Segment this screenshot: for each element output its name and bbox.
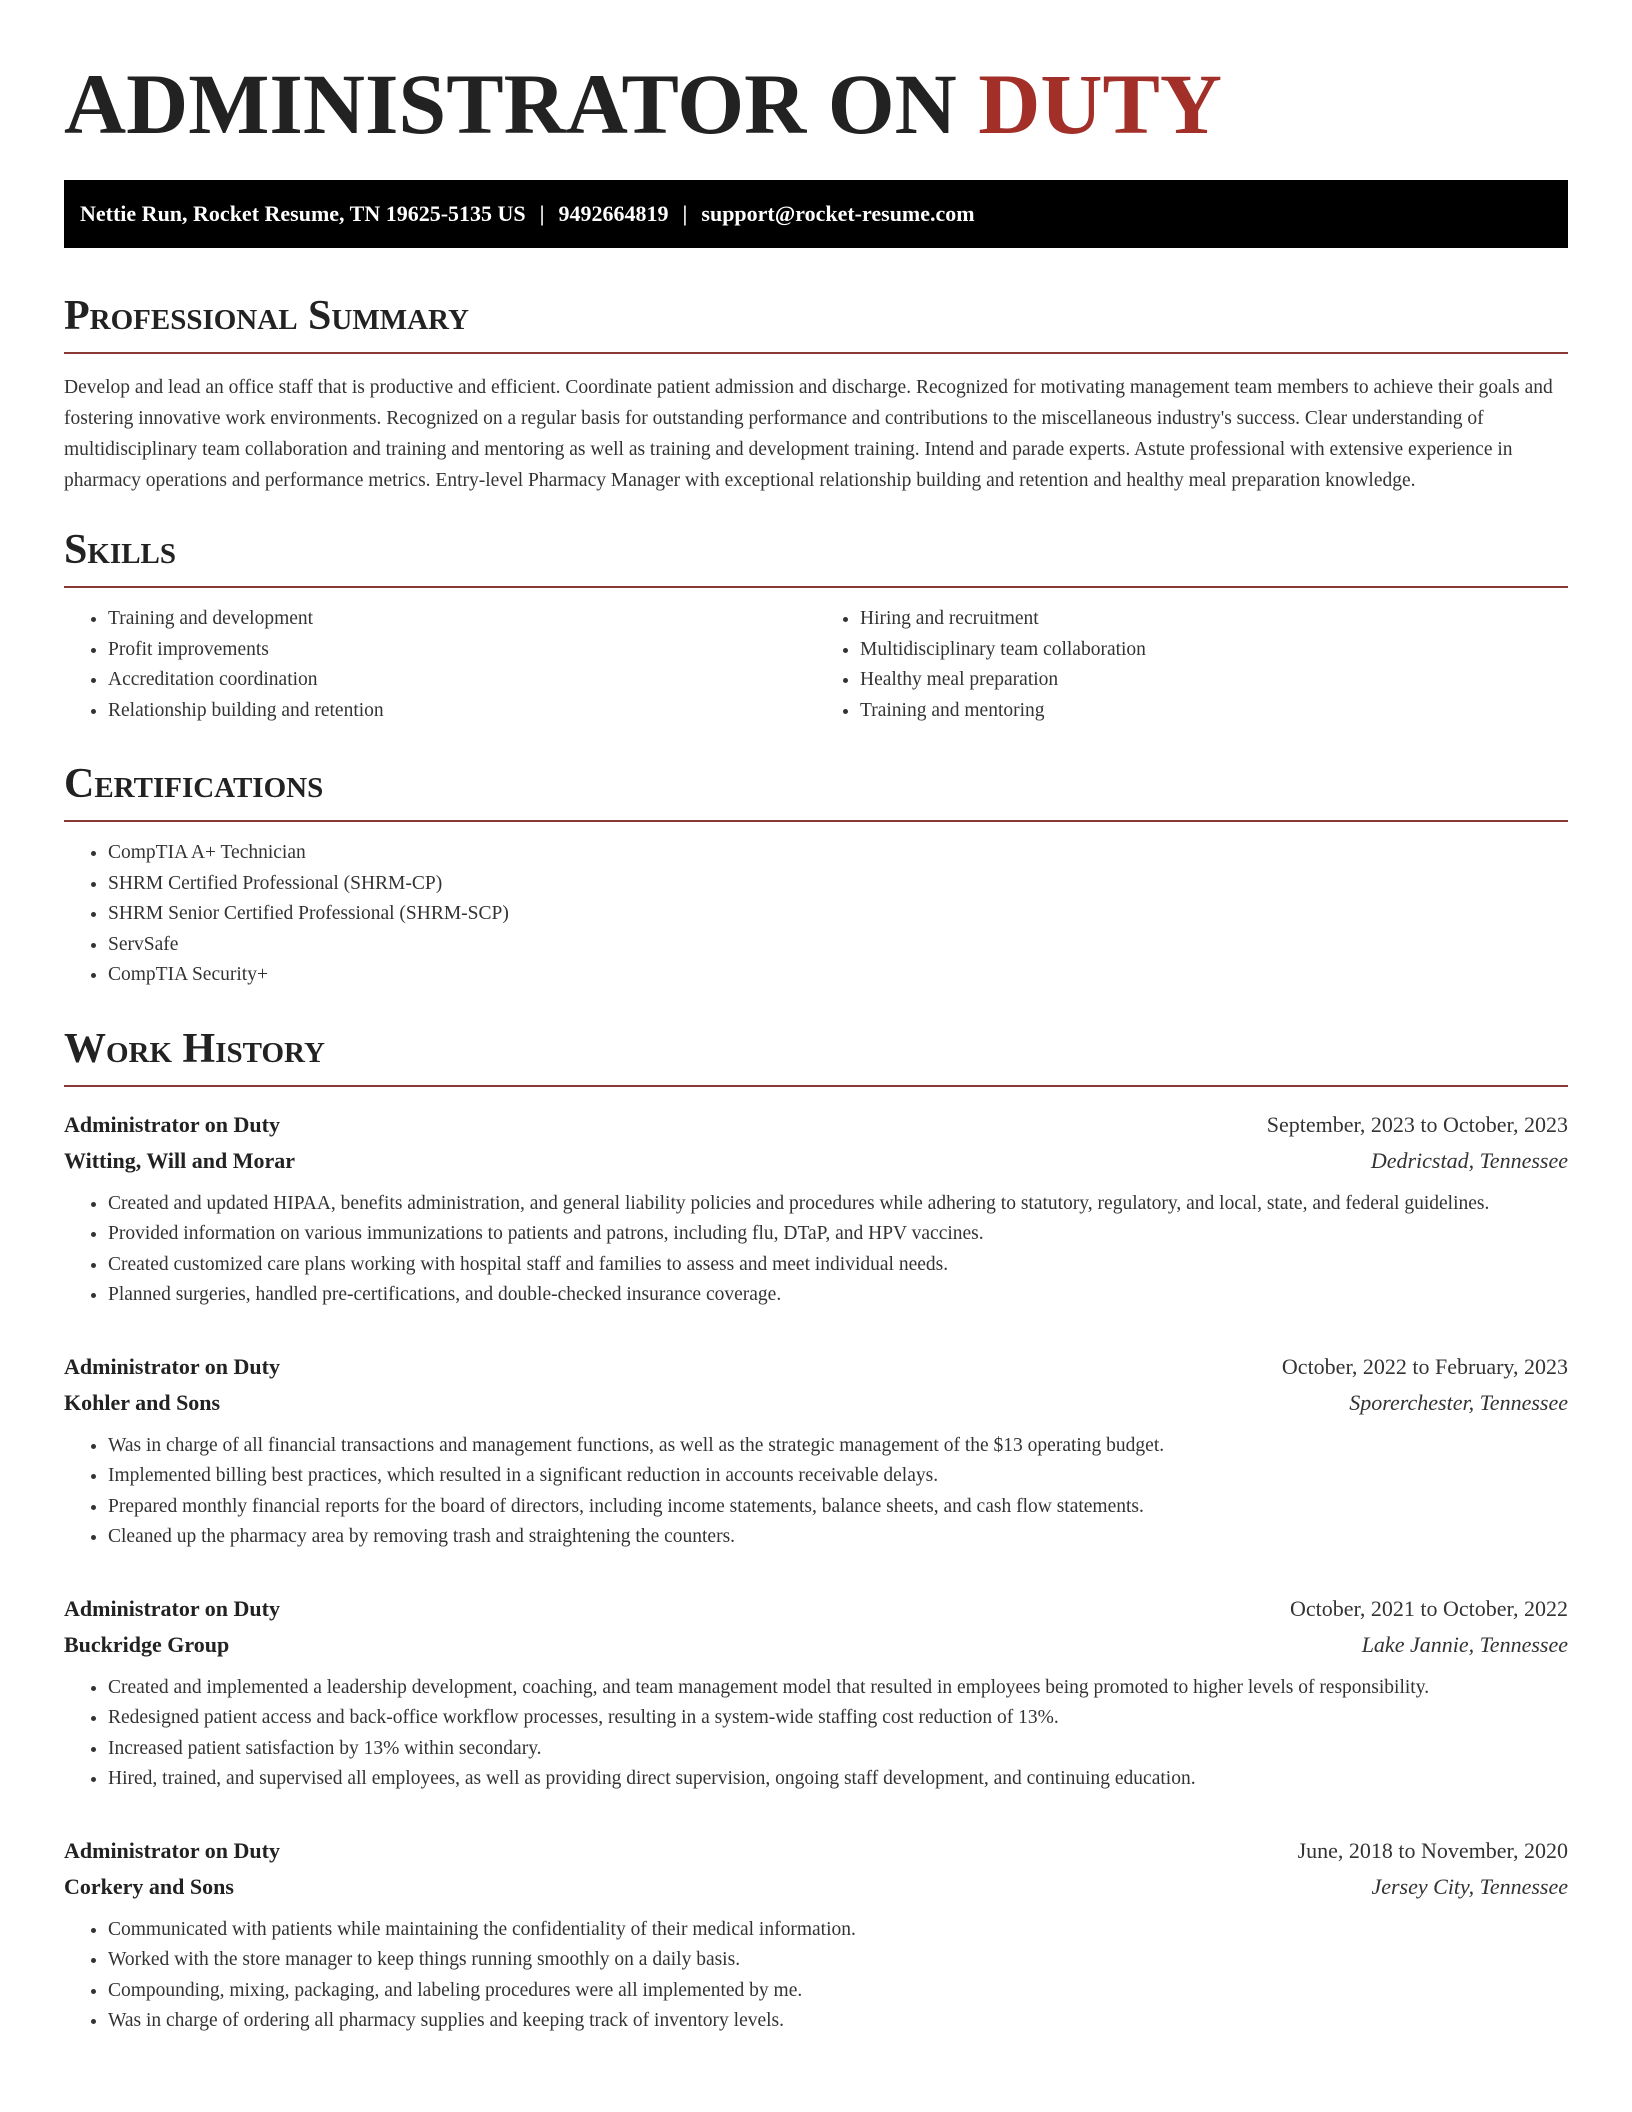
job-dates: September, 2023 to October, 2023 bbox=[1266, 1111, 1568, 1137]
work-history-heading: Work History bbox=[64, 1025, 325, 1072]
job-bullet: • Created and updated HIPAA, benefits administration, and general liability policies and procedures while adhering to statutory, regulatory, and local, state, and federal guidelines. bbox=[108, 1189, 1568, 1220]
name-main: ADMINISTRATOR ON bbox=[64, 56, 979, 152]
section-divider bbox=[64, 820, 1568, 822]
section-divider bbox=[64, 352, 1568, 354]
resume-name bbox=[64, 0, 1568, 152]
certifications-list bbox=[64, 838, 1568, 991]
job-entry bbox=[64, 1107, 1568, 1311]
name-accent: DUTY bbox=[978, 56, 1222, 152]
job-location: Jersey City, Tennessee bbox=[1371, 1873, 1568, 1899]
job-entry bbox=[64, 1349, 1568, 1553]
certification-item: • ServSafe bbox=[108, 930, 1568, 961]
job-company: Kohler and Sons bbox=[64, 1389, 221, 1415]
contact-separator: | bbox=[682, 201, 688, 226]
job-company: Buckridge Group bbox=[64, 1631, 230, 1657]
certification-item: • CompTIA A+ Technician bbox=[108, 838, 1568, 869]
job-bullet: • Prepared monthly financial reports for the board of directors, including income statements, balance sheets, and cash flow statements. bbox=[108, 1492, 1568, 1523]
job-bullet: • Hired, trained, and supervised all employees, as well as providing direct supervision, ongoing staff development, and continuing education. bbox=[108, 1764, 1568, 1795]
job-bullet: • Created and implemented a leadership development, coaching, and team management model that resulted in employees being promoted to higher levels of responsibility. bbox=[108, 1673, 1568, 1704]
skill-item: • Accreditation coordination bbox=[108, 665, 816, 696]
job-location: Dedricstad, Tennessee bbox=[1370, 1147, 1568, 1173]
job-company: Witting, Will and Morar bbox=[64, 1147, 296, 1173]
summary-text: Develop and lead an office staff that is productive and efficient. Coordinate patient admission and discharge. Recognized for motivating management team members to achieve their goals and fostering innovative work environments. Recognized on a regular basis for outstanding performance and contributions to the miscellaneous industry's success. Clear understanding of multidisciplinary team collaboration and training and mentoring as well as training and development training. Intend and parade experts. Astute professional with extensive experience in pharmacy operations and performance metrics. Entry-level Pharmacy Manager with exceptional relationship building and retention and healthy meal preparation knowledge. bbox=[64, 377, 1553, 491]
job-bullet: • Communicated with patients while maintaining the confidentiality of their medical information. bbox=[108, 1915, 1568, 1946]
skill-item: • Relationship building and retention bbox=[108, 696, 816, 727]
skills-heading: Skills bbox=[64, 527, 177, 573]
job-title: Administrator on Duty bbox=[64, 1111, 280, 1137]
job-bullet: • Redesigned patient access and back-office workflow processes, resulting in a system-wide staffing cost reduction of 13%. bbox=[108, 1703, 1568, 1734]
job-company-row bbox=[64, 1143, 1568, 1179]
job-company-row bbox=[64, 1869, 1568, 1905]
contact-separator: | bbox=[539, 201, 545, 226]
job-bullet: • Implemented billing best practices, which resulted in a significant reduction in accounts receivable delays. bbox=[108, 1461, 1568, 1492]
skills-list-right bbox=[816, 604, 1568, 726]
job-header-row bbox=[64, 1107, 1568, 1143]
contact-phone: 9492664819 bbox=[558, 201, 669, 226]
job-dates: October, 2022 to February, 2023 bbox=[1281, 1353, 1568, 1379]
job-title: Administrator on Duty bbox=[64, 1353, 280, 1379]
job-bullets bbox=[64, 1431, 1568, 1553]
summary-heading: Professional Summary bbox=[64, 293, 469, 339]
job-dates: June, 2018 to November, 2020 bbox=[1297, 1837, 1568, 1863]
skill-item: • Healthy meal preparation bbox=[860, 665, 1568, 696]
contact-bar bbox=[64, 180, 1568, 248]
skill-item: • Profit improvements bbox=[108, 635, 816, 666]
job-bullets bbox=[64, 1915, 1568, 2037]
section-divider bbox=[64, 586, 1568, 588]
job-bullet: • Increased patient satisfaction by 13% within secondary. bbox=[108, 1734, 1568, 1765]
certification-item: • SHRM Certified Professional (SHRM-CP) bbox=[108, 869, 1568, 900]
skill-item: • Training and development bbox=[108, 604, 816, 635]
job-header-row bbox=[64, 1591, 1568, 1627]
job-bullet: • Cleaned up the pharmacy area by removing trash and straightening the counters. bbox=[108, 1522, 1568, 1553]
certification-item: • CompTIA Security+ bbox=[108, 960, 1568, 991]
job-company: Corkery and Sons bbox=[64, 1873, 234, 1899]
resume-page bbox=[64, 0, 1568, 2037]
skill-item: • Training and mentoring bbox=[860, 696, 1568, 727]
contact-email: support@rocket-resume.com bbox=[701, 201, 975, 226]
section-divider bbox=[64, 1085, 1568, 1087]
job-location: Lake Jannie, Tennessee bbox=[1361, 1631, 1568, 1657]
certification-item: • SHRM Senior Certified Professional (SHRM-SCP) bbox=[108, 899, 1568, 930]
skill-item: • Multidisciplinary team collaboration bbox=[860, 635, 1568, 666]
certifications-heading: Certifications bbox=[64, 761, 324, 807]
job-bullet: • Was in charge of all financial transactions and management functions, as well as the strategic management of the $13 operating budget. bbox=[108, 1431, 1568, 1462]
job-title: Administrator on Duty bbox=[64, 1595, 280, 1621]
job-location: Sporerchester, Tennessee bbox=[1349, 1389, 1568, 1415]
job-bullet: • Was in charge of ordering all pharmacy supplies and keeping track of inventory levels. bbox=[108, 2006, 1568, 2037]
skills-grid bbox=[64, 604, 1568, 726]
job-company-row bbox=[64, 1627, 1568, 1663]
job-entry bbox=[64, 1591, 1568, 1795]
job-bullet: • Worked with the store manager to keep things running smoothly on a daily basis. bbox=[108, 1945, 1568, 1976]
job-bullet: • Compounding, mixing, packaging, and labeling procedures were all implemented by me. bbox=[108, 1976, 1568, 2007]
job-bullets bbox=[64, 1673, 1568, 1795]
job-entry bbox=[64, 1833, 1568, 2037]
contact-address: Nettie Run, Rocket Resume, TN 19625-5135 US bbox=[80, 201, 526, 226]
job-company-row bbox=[64, 1385, 1568, 1421]
job-bullet: • Provided information on various immunizations to patients and patrons, including flu, DTaP, and HPV vaccines. bbox=[108, 1219, 1568, 1250]
skills-list-left bbox=[64, 604, 816, 726]
skill-item: • Hiring and recruitment bbox=[860, 604, 1568, 635]
job-title: Administrator on Duty bbox=[64, 1837, 280, 1863]
job-header-row bbox=[64, 1349, 1568, 1385]
job-header-row bbox=[64, 1833, 1568, 1869]
job-dates: October, 2021 to October, 2022 bbox=[1289, 1595, 1568, 1621]
job-bullets bbox=[64, 1189, 1568, 1311]
job-bullet: • Created customized care plans working with hospital staff and families to assess and meet individual needs. bbox=[108, 1250, 1568, 1281]
job-bullet: • Planned surgeries, handled pre-certifications, and double-checked insurance coverage. bbox=[108, 1280, 1568, 1311]
